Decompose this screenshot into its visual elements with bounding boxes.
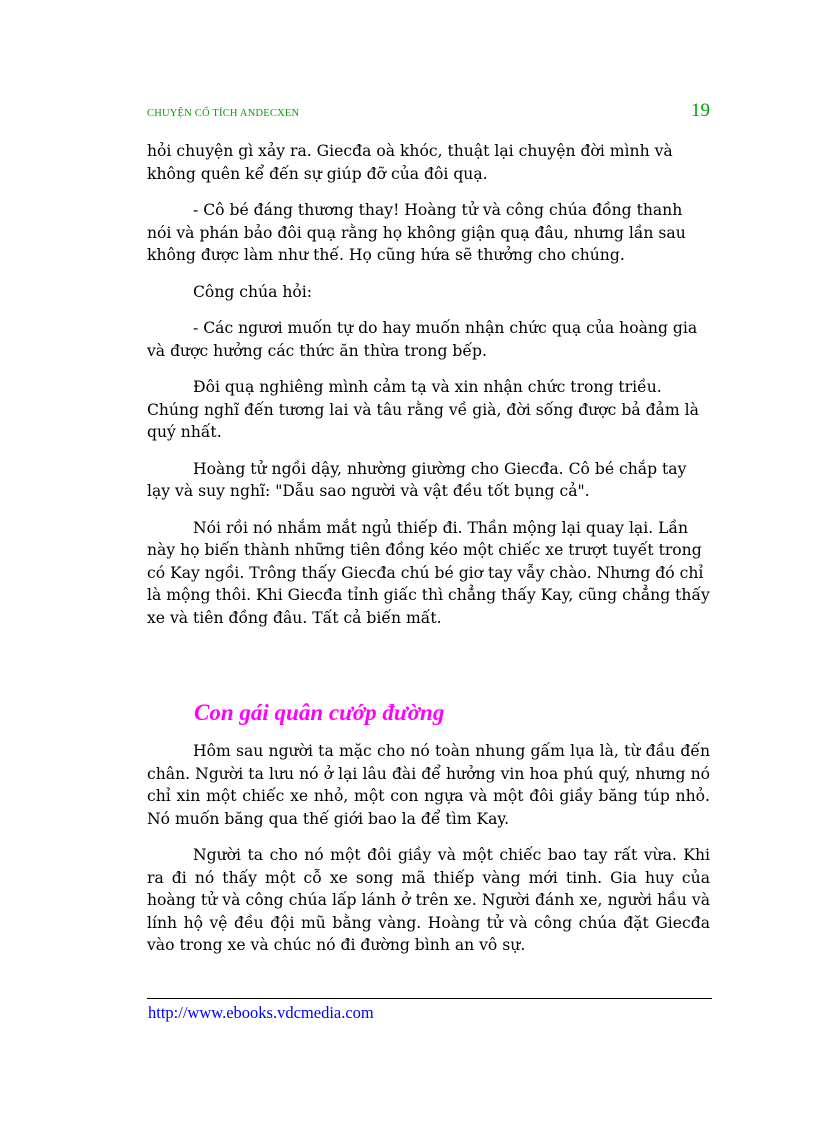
body-text-top xyxy=(147,140,710,643)
paragraph: Đôi quạ nghiêng mình cảm tạ và xin nhận chức trong triều. Chúng nghĩ đến tương lai và tâu rằng về già, đời sống được bả đảm là quý nhất. xyxy=(147,378,699,441)
page-header xyxy=(147,100,710,124)
body-text-bottom xyxy=(147,740,710,971)
paragraph: Nói rồi nó nhắm mắt ngủ thiếp đi. Thần mộng lại quay lại. Lần này họ biến thành những tiên đồng kéo một chiếc xe trượt tuyết trong có Kay ngồi. Trông thấy Giecđa chú bé giơ tay vẫy chào. Nhưng đó chỉ là mộng thôi. Khi Giecđa tỉnh giấc thì chẳng thấy Kay, cũng chẳng thấy xe và tiên đồng đâu. Tất cả biến mất. xyxy=(147,518,710,627)
footer-divider xyxy=(147,998,712,999)
paragraph: Hôm sau người ta mặc cho nó toàn nhung gấm lụa là, từ đầu đến chân. Người ta lưu nó ở lại lâu đài để hưởng vin hoa phú quý, nhưng nó chỉ xin một chiếc xe nhỏ, một con ngựa và một đôi giầy băng túp nhỏ. Nó muốn băng qua thế giới bao la để tìm Kay. xyxy=(147,742,710,828)
paragraph: - Các ngươi muốn tự do hay muốn nhận chức quạ của hoàng gia và được hưởng các thức ăn thừa trong bếp. xyxy=(147,319,698,360)
paragraph: hỏi chuyện gì xảy ra. Giecđa oà khóc, thuật lại chuyện đời mình và không quên kể đến sự giúp đỡ của đôi quạ. xyxy=(147,142,673,183)
running-title: CHUYỆN CỔ TÍCH ANDECXEN xyxy=(147,108,300,119)
page-number: 19 xyxy=(691,100,710,121)
paragraph: Công chúa hỏi: xyxy=(193,282,313,301)
paragraph: Hoàng tử ngồi dậy, nhường giường cho Giecđa. Cô bé chắp tay lạy và suy nghĩ: "Dẫu sao người và vật đều tốt bụng cả". xyxy=(147,459,687,500)
footer-url-link[interactable]: http://www.ebooks.vdcmedia.com xyxy=(148,1003,374,1022)
section-title: Con gái quân cướp đường xyxy=(194,700,445,725)
paragraph: - Cô bé đáng thương thay! Hoàng tử và công chúa đồng thanh nói và phán bảo đôi quạ rằng họ không giận quạ đâu, nhưng lần sau không được làm như thế. Họ cũng hứa sẽ thưởng cho chúng. xyxy=(147,201,686,264)
paragraph: Người ta cho nó một đôi giầy và một chiếc bao tay rất vừa. Khi ra đi nó thấy một cỗ xe song mã thiếp vàng mới tinh. Gia huy của hoàng tử và công chúa lấp lánh ở trên xe. Người đánh xe, người hầu và lính hộ vệ đều đội mũ bằng vàng. Hoàng tử và công chúa đặt Giecđa vào trong xe và chúc nó đi đường bình an vô sự. xyxy=(147,846,710,954)
